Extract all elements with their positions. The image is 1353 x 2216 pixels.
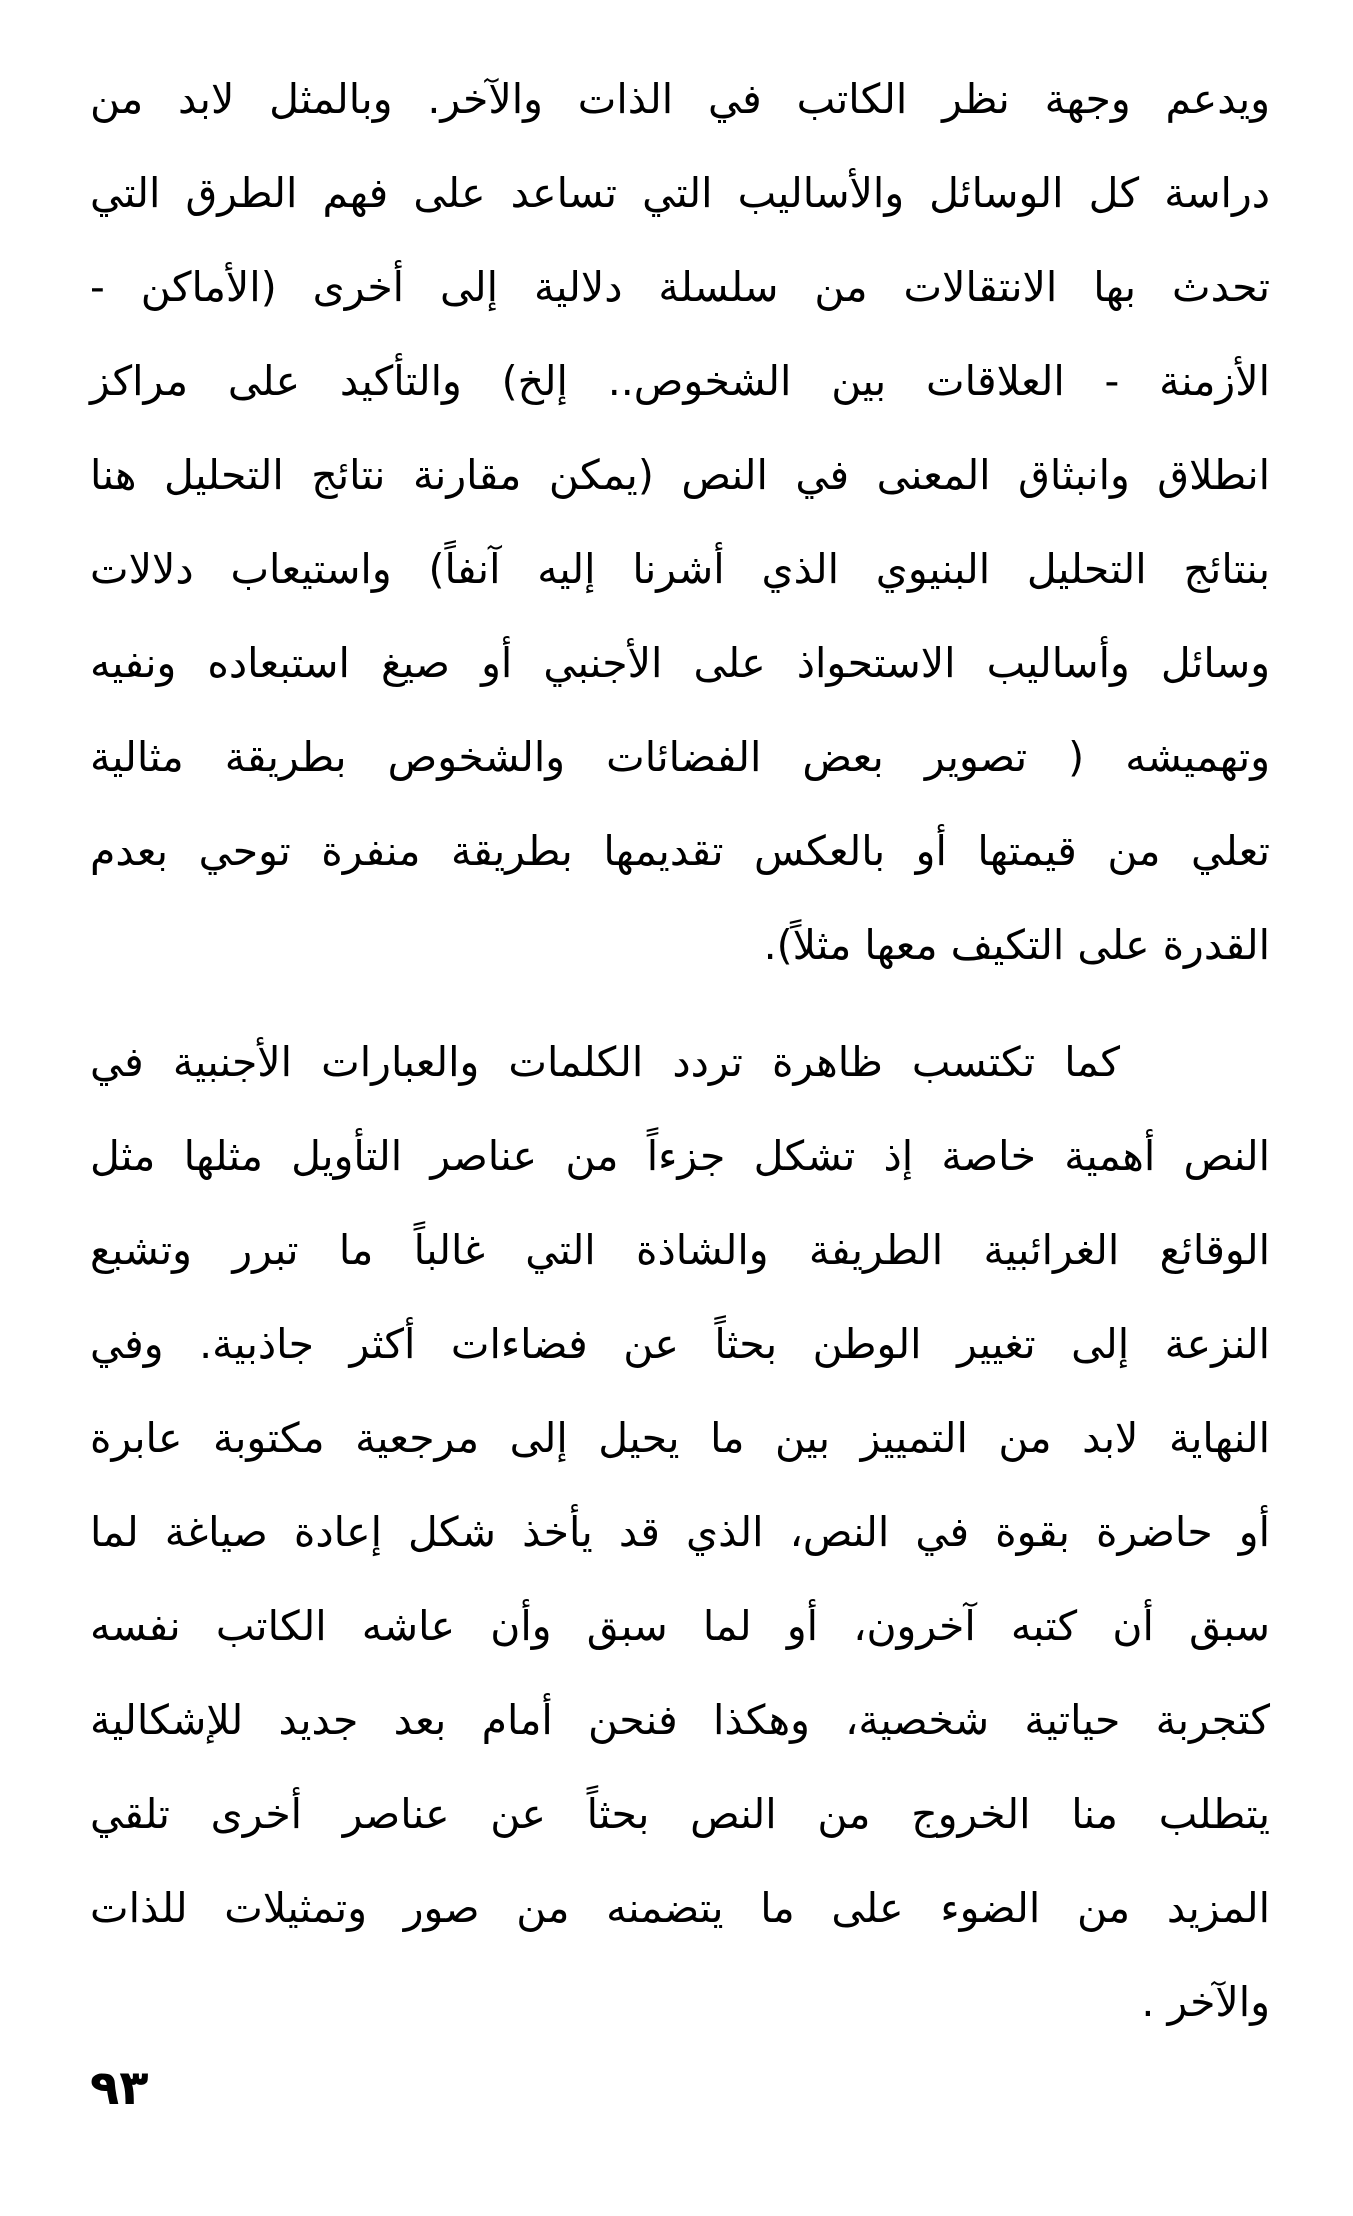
text-line: انطلاق وانبثاق المعنى في النص (يمكن مقارنة نتائج التحليل هنا: [90, 451, 1270, 499]
text-line: ويدعم وجهة نظر الكاتب في الذات والآخر. وبالمثل لابد من: [90, 75, 1270, 123]
text-line: كما تكتسب ظاهرة تردد الكلمات والعبارات الأجنبية في: [90, 1038, 1120, 1086]
paragraph-1: [90, 52, 1270, 992]
text-line: سبق أن كتبه آخرون، أو لما سبق وأن عاشه الكاتب نفسه: [90, 1602, 1270, 1650]
text-line: الوقائع الغرائبية الطريفة والشاذة التي غالباً ما تبرر وتشبع: [90, 1226, 1270, 1274]
text-line: تعلي من قيمتها أو بالعكس تقديمها بطريقة منفرة توحي بعدم: [90, 827, 1270, 875]
text-line: تحدث بها الانتقالات من سلسلة دلالية إلى أخرى (الأماكن -: [90, 263, 1270, 311]
text-line: وتهميشه ( تصوير بعض الفضائات والشخوص بطريقة مثالية: [90, 733, 1270, 781]
text-line: المزيد من الضوء على ما يتضمنه من صور وتمثيلات للذات: [90, 1884, 1270, 1932]
text-line: النهاية لابد من التمييز بين ما يحيل إلى مرجعية مكتوبة عابرة: [90, 1414, 1270, 1462]
text-line: دراسة كل الوسائل والأساليب التي تساعد على فهم الطرق التي: [90, 169, 1270, 217]
text-line: كتجربة حياتية شخصية، وهكذا فنحن أمام بعد جديد للإشكالية: [90, 1696, 1270, 1744]
text-line: أو حاضرة بقوة في النص، الذي قد يأخذ شكل إعادة صياغة لما: [90, 1508, 1270, 1556]
text-line: وسائل وأساليب الاستحواذ على الأجنبي أو صيغ استبعاده ونفيه: [90, 639, 1270, 687]
text-line: النزعة إلى تغيير الوطن بحثاً عن فضاءات أكثر جاذبية. وفي: [90, 1320, 1270, 1368]
page-number: ٩٣: [90, 2060, 149, 2116]
text-line: يتطلب منا الخروج من النص بحثاً عن عناصر أخرى تلقي: [90, 1790, 1270, 1838]
text-line: القدرة على التكيف معها مثلاً).: [763, 921, 1270, 969]
text-line: والآخر .: [1141, 1978, 1270, 2026]
paragraph-2: [90, 1015, 1270, 2049]
text-line: النص أهمية خاصة إذ تشكل جزءاً من عناصر التأويل مثلها مثل: [90, 1132, 1270, 1180]
text-line: بنتائج التحليل البنيوي الذي أشرنا إليه آنفاً) واستيعاب دلالات: [90, 545, 1270, 593]
text-line: الأزمنة - العلاقات بين الشخوص.. إلخ) والتأكيد على مراكز: [90, 357, 1270, 405]
